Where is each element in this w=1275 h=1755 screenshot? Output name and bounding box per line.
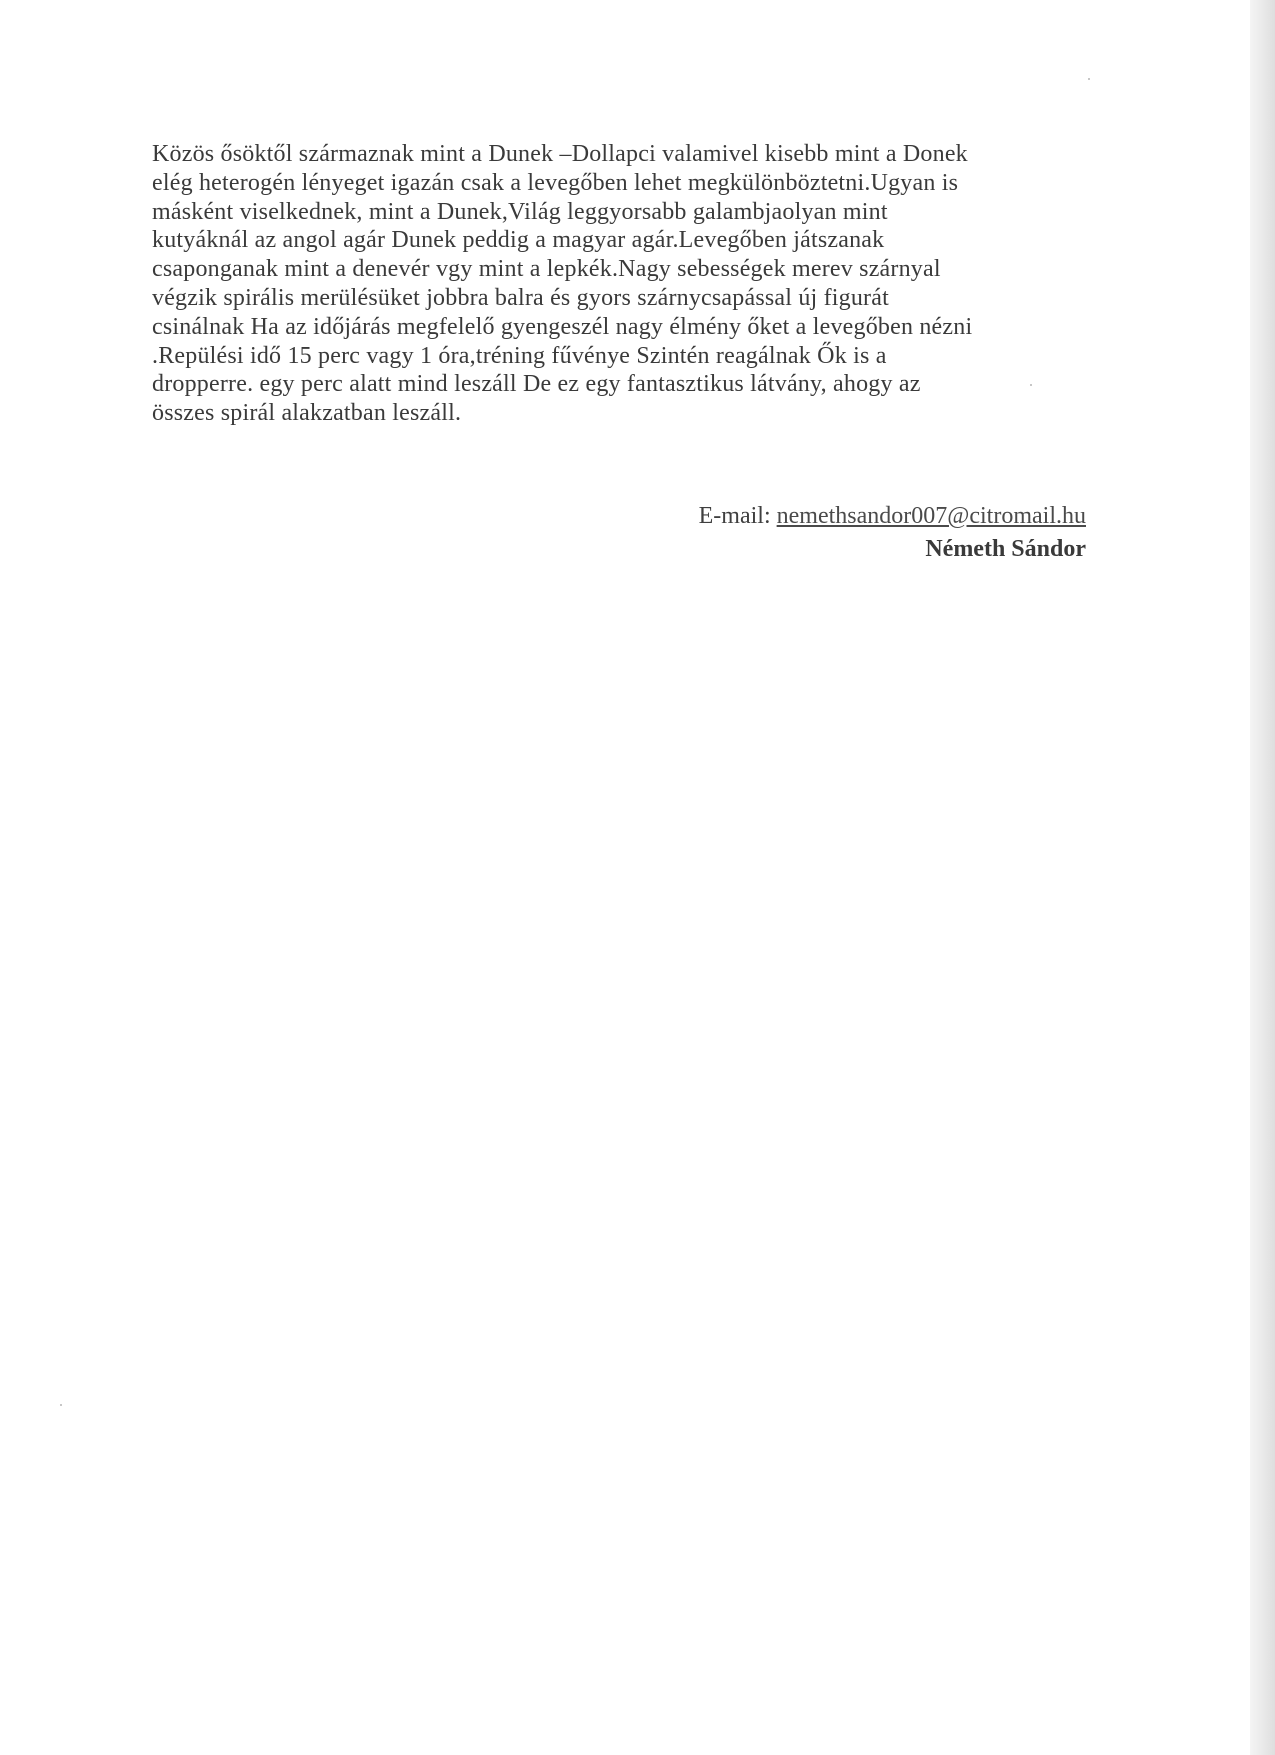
scan-speck [1088,78,1090,80]
paragraph-line: .Repülési idő 15 perc vagy 1 óra,tréning fűvénye Szintén reagálnak Ők is a [152,342,887,369]
paragraph-line: összes spirál alakzatban leszáll. [152,400,462,427]
paragraph-line: másként viselkednek, mint a Dunek,Világ leggyorsabb galambjaolyan mint [152,198,888,225]
paragraph-line: kutyáknál az angol agár Dunek peddig a magyar agár.Levegőben játszanak [152,227,885,254]
body-paragraph [152,140,1112,428]
paragraph-line: dropperre. egy perc alatt mind leszáll De ez egy fantasztikus látvány, ahogy az [152,371,921,398]
paragraph-line: csinálnak Ha az időjárás megfelelő gyengeszél nagy élmény őket a levegőben nézni [152,313,973,340]
paragraph-line: végzik spirális merülésüket jobbra balra és gyors szárnycsapással új figurát [152,284,889,311]
scan-edge-shadow [1250,0,1275,1755]
paragraph-line: Közös ősöktől származnak mint a Dunek –Dollapci valamivel kisebb mint a Donek [152,141,968,167]
scan-speck [60,1404,62,1406]
paragraph-line: elég heterogén lényeget igazán csak a levegőben lehet megkülönböztetni.Ugyan is [152,169,959,196]
signature-block [699,500,1086,566]
scan-speck [1030,384,1032,386]
author-name: Németh Sándor [925,536,1086,562]
email-row [699,500,1086,533]
paragraph-line: csaponganak mint a denevér vgy mint a lepkék.Nagy sebességek merev szárnyal [152,256,941,283]
email-link[interactable]: nemethsandor007@citromail.hu [776,503,1086,529]
email-label: E-mail: [698,503,771,529]
